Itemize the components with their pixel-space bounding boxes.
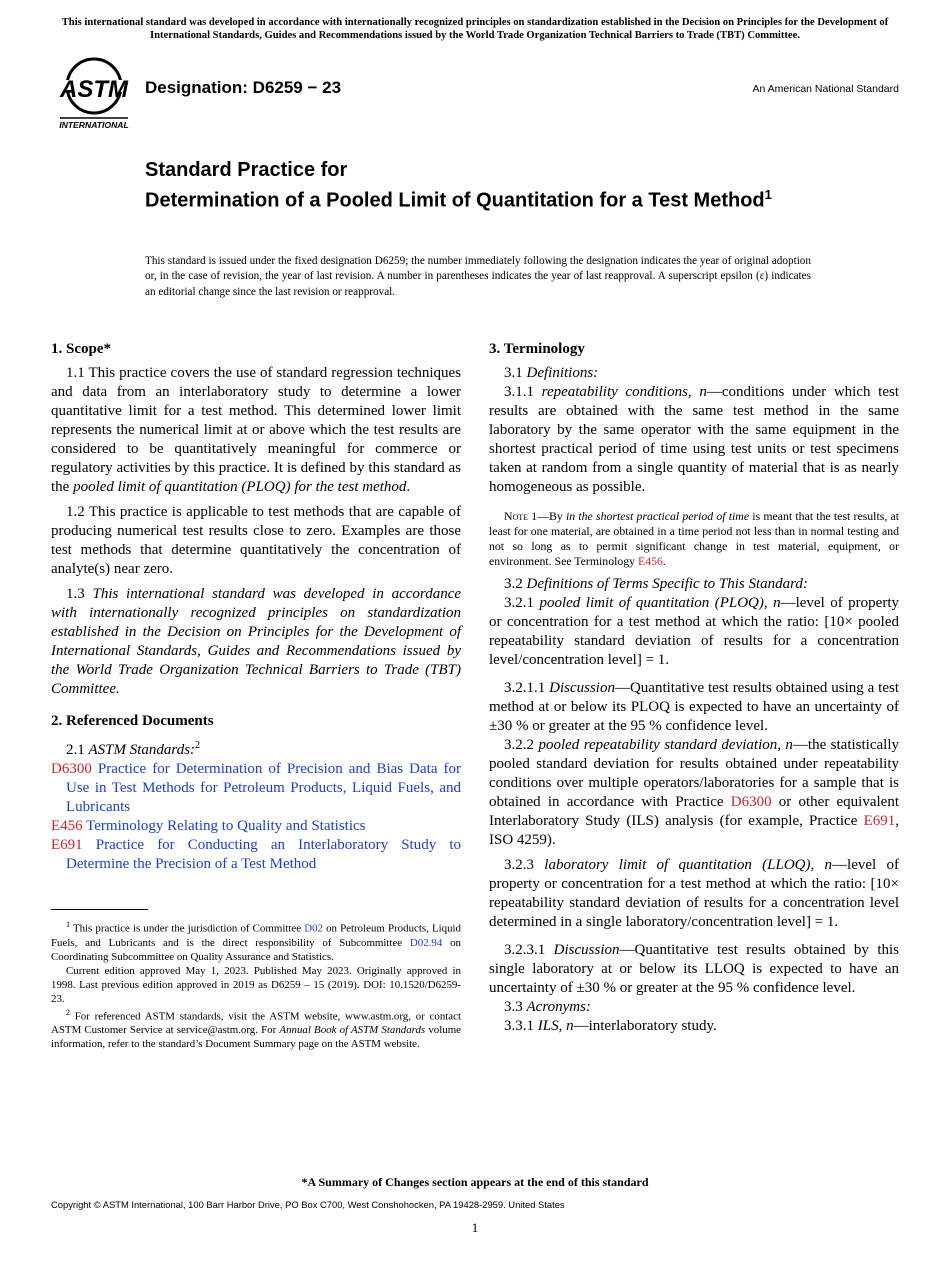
footnote-1-edition: Current edition approved May 1, 2023. Published May 2023. Originally approved in 1998. Last previous edition approved in 2019 as D6259 – 15 (2019). DOI: 10.1520/D6259-23.: [51, 964, 461, 1005]
note-italic: in the shortest practical period of time: [565, 509, 750, 523]
e691-link[interactable]: E691: [863, 813, 896, 829]
p3-2-num: 3.2: [504, 576, 527, 592]
scope-heading: 1. Scope*: [51, 341, 111, 357]
ref-d6300[interactable]: [51, 760, 461, 817]
para-3-3-1: [489, 1017, 899, 1036]
p3-1-1-text: —conditions under which test results are obtained with the same test method in the same laboratory by the same operator with the same equipment in the shortest practical period of time using test units or test specimens taken at random from a single quantity of material that is as nearly homogeneous as possible.: [489, 384, 900, 495]
ref-e691[interactable]: [51, 836, 461, 874]
p3-2-2-term: pooled repeatability standard deviation, n: [538, 737, 793, 753]
note-a: —By: [537, 509, 566, 523]
ref-code-link[interactable]: D6300: [51, 761, 92, 777]
para-3-3: [489, 998, 899, 1017]
title-line-2: [145, 183, 845, 213]
fn2-a: For referenced ASTM standards, visit the ASTM website, www.astm.org, or contact ASTM Customer Service at service@astm.org. For: [51, 1010, 461, 1037]
p3-2-3-1-num: 3.2.3.1: [504, 942, 554, 958]
ref-title-link[interactable]: Practice for Determination of Precision and Bias Data for Use in Test Methods for Petroleum Products, Liquid Fuels, and Lubricants: [66, 761, 461, 815]
para-3-2-3: [489, 856, 899, 932]
p3-2-1-1-num: 3.2.1.1: [504, 680, 550, 696]
p3-2-text: Definitions of Terms Specific to This Standard:: [526, 576, 808, 592]
page-title: [145, 159, 845, 213]
summary-of-changes-note: *A Summary of Changes section appears at the end of this standard: [301, 1175, 649, 1189]
p3-1-1-term: repeatability conditions, n: [541, 384, 707, 400]
ref-e456[interactable]: [51, 817, 461, 836]
para-2-1: [51, 736, 461, 760]
title-line-1: Standard Practice for: [145, 159, 348, 181]
para-1-3: [51, 585, 461, 699]
p3-2-2-a: —the statistically pooled standard deviation for results obtained under repeatability conditions over multiple operators/laboratories for a sample that is obtained in accordance with Practice: [489, 737, 899, 810]
copyright: Copyright © ASTM International, 100 Barr Harbor Drive, PO Box C700, West Conshohocken, PA 19428-2959. United States: [51, 1199, 565, 1210]
subcommittee-link[interactable]: D02.94: [409, 936, 443, 949]
fn1-mark: 1: [66, 920, 70, 929]
p3-2-3-1-term: Discussion: [553, 942, 620, 958]
p3-2-3-term: laboratory limit of quantitation (LLOQ), n: [544, 857, 833, 873]
astm-logo: [54, 56, 134, 132]
p3-3-text: Acronyms:: [526, 999, 591, 1015]
p2-1-num: 2.1: [66, 742, 89, 758]
para-3-2: [489, 575, 899, 594]
d6300-link[interactable]: D6300: [730, 794, 772, 810]
note-b: is meant that the test results, at least for one material, are obtained in a time period not less than in normal testing and not so long as to permit significant change in test material, equipment, or environment. See Terminology: [489, 509, 899, 568]
footnote-1: [51, 918, 461, 964]
p3-1-text: Definitions:: [526, 365, 599, 381]
right-column: [489, 340, 899, 1036]
footnotes: [51, 918, 461, 1051]
footnote-2: [51, 1006, 461, 1052]
p3-2-1-1-text: —Quantitative test results obtained using a test method at or below its PLOQ is expected to have an uncertainty of ±30 % or greater at the 95 % confidence level.: [489, 680, 899, 734]
para-3-1-1: [489, 383, 899, 497]
p1-1-italic: pooled limit of quantitation (PLOQ) for the test method: [73, 479, 407, 495]
logo-subtext: INTERNATIONAL: [59, 120, 129, 130]
ref-title-link[interactable]: Practice for Conducting an Interlaboratory Study to Determine the Precision of a Test Method: [66, 837, 461, 872]
left-column: [51, 340, 461, 874]
para-1-2: 1.2 This practice is applicable to test methods that are capable of producing numerical test results close to zero. Examples are those test methods that determine quantitatively the concentration of analyte(s) near zero.: [51, 504, 461, 577]
p3-2-2-c: , ISO 4259).: [489, 813, 899, 848]
logo-text: ASTM: [60, 76, 128, 103]
p1-1-text: 1.1 This practice covers the use of standard regression techniques and data from an interlaboratory study to determine a lower quantitative limit for a test method. This determined lower limit represents the numerical limit at or above which the test results are considered to be quantitatively meaningful for commerce or regulatory activities by this practice. It is defined by this standard as the: [51, 365, 461, 495]
p3-2-1-term: pooled limit of quantitation (PLOQ), n: [539, 595, 781, 611]
p3-2-2-num: 3.2.2: [504, 737, 539, 753]
para-3-2-1: [489, 594, 899, 670]
p3-2-3-text: —level of property or concentration for a test method at which the ratio: [10× repeatability standard deviation of results for a concentration level determined in a single laboratory/concentration level] = 1.: [489, 857, 899, 930]
p3-3-num: 3.3: [504, 999, 527, 1015]
p3-2-3-1-text: —Quantitative test results obtained by this single laboratory at or below its LLOQ is expected to have an uncertainty of ±30 % or greater at the 95 % confidence level.: [489, 942, 899, 996]
p3-3-1-term: ILS, n: [537, 1018, 574, 1034]
ref-code-link[interactable]: E456: [51, 818, 83, 834]
p1-3-text: This international standard was developed in accordance with internationally recognized principles on standardization established in the Decision on Principles for the Development of International Standards, Guides and Recommendations issued by the World Trade Organization Technical Barriers to Trade (TBT) Committee.: [51, 586, 462, 697]
p3-1-1-num: 3.1.1: [504, 384, 542, 400]
footnote-rule: [51, 909, 148, 910]
ref-code-link[interactable]: E691: [51, 837, 83, 853]
committee-link[interactable]: D02: [304, 922, 323, 935]
para-3-2-3-1: [489, 941, 899, 998]
p2-1-sup: 2: [195, 740, 201, 751]
p3-2-2-b: or other equivalent Interlaboratory Study (ILS) analysis (for example, Practice: [489, 794, 899, 829]
terminology-heading: 3. Terminology: [489, 341, 585, 357]
fn1-a: This practice is under the jurisdiction of Committee: [72, 922, 305, 935]
note-link[interactable]: E456: [638, 554, 663, 568]
fn1-c: on Coordinating Subcommittee on Quality Assurance and Statistics.: [51, 936, 461, 963]
fn2-mark: 2: [66, 1007, 70, 1017]
p2-1-text: ASTM Standards:: [88, 742, 196, 758]
p3-2-1-1-term: Discussion: [549, 680, 615, 696]
title-footnote-mark: 1: [764, 186, 772, 202]
p1-1-end: .: [406, 479, 411, 495]
note-label: Note 1: [504, 509, 538, 523]
para-3-2-2: [489, 736, 899, 850]
para-3-2-1-1: [489, 679, 899, 736]
para-1-1: [51, 364, 461, 497]
p3-2-1-text: —level of property or concentration for a test method at which the ratio: [10× pooled repeatability standard deviation of results for a concentration level/concentration level] = 1.: [489, 595, 899, 668]
p3-3-1-text: —interlaboratory study.: [573, 1018, 717, 1034]
p3-2-3-num: 3.2.3: [504, 857, 545, 873]
p3-1-num: 3.1: [504, 365, 527, 381]
american-national-standard: An American National Standard: [752, 83, 899, 95]
fn1-b: on Petroleum Products, Liquid Fuels, and Lubricants and is the direct responsibility of Subcommittee: [51, 922, 462, 949]
referenced-heading: 2. Referenced Documents: [51, 713, 214, 729]
note-end: .: [662, 554, 666, 568]
fn2-b: volume information, refer to the standard’s Document Summary page on the ASTM website.: [51, 1024, 461, 1051]
p3-3-1-num: 3.3.1: [504, 1018, 538, 1034]
designation: Designation: D6259 − 23: [145, 78, 342, 97]
para-3-1: [489, 364, 899, 383]
fn2-italic: Annual Book of ASTM Standards: [279, 1024, 426, 1037]
p3-2-1-num: 3.2.1: [504, 595, 540, 611]
page-number: 1: [471, 1220, 479, 1235]
note-1: [489, 509, 899, 569]
ref-title-link[interactable]: Terminology Relating to Quality and Statistics: [86, 818, 366, 834]
top-notice: This international standard was developed in accordance with internationally recognized principles on standardization established in the Decision on Principles for the Development of International Standards, Guides and Recommendations issued by the World Trade Organization Technical Barriers to Trade (TBT) Committee.: [61, 17, 889, 41]
issued-note: This standard is issued under the fixed designation D6259; the number immediately following the designation indicates the year of original adoption or, in the case of revision, the year of last revision. A number in parentheses indicates the year of last reapproval. A superscript epsilon (ε) indicates an editorial change since the last revision or reapproval.: [145, 255, 811, 298]
title-main: Determination of a Pooled Limit of Quantitation for a Test Method: [145, 189, 765, 212]
p1-3-num: 1.3: [66, 586, 93, 602]
